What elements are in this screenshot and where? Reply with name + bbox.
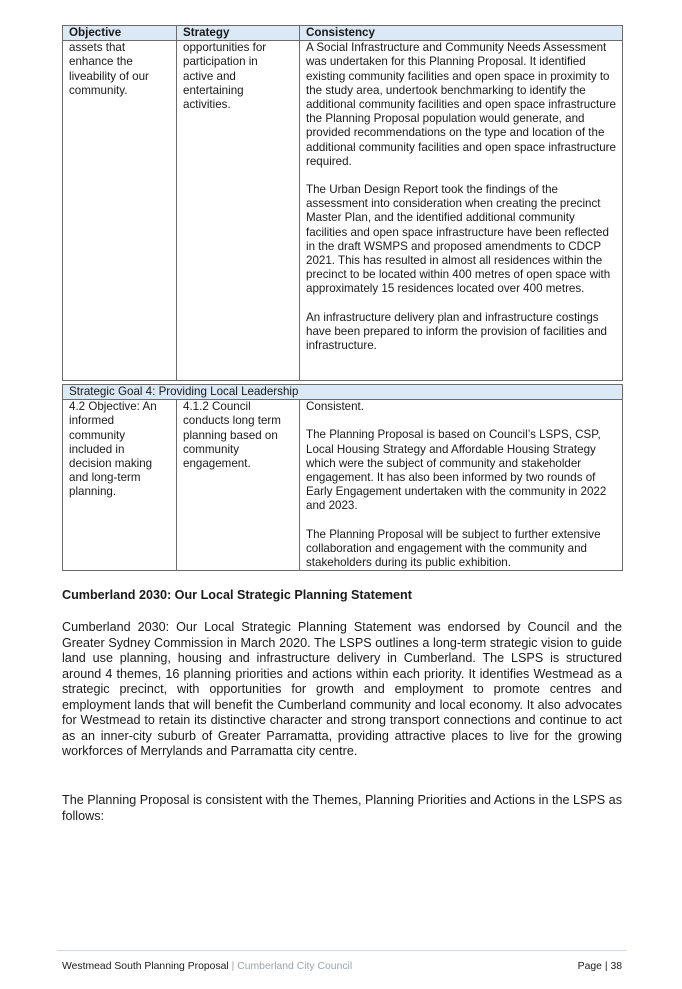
footer-divider [57, 950, 627, 951]
strategy-cell: opportunities for participation in active and entertaining activities. [177, 41, 300, 381]
consistency-paragraph: An infrastructure delivery plan and infrastructure costings have been prepared to inform the provision of facilities and infrastructure. [306, 310, 607, 353]
page-separator: | [604, 961, 608, 972]
consistency-paragraph: A Social Infrastructure and Community Needs Assessment was undertaken for this Planning Proposal. It identified existing community facilities and open space in proximity to the study area, undertook benchmarking to identify the additional community facilities and open space infrastructure the Planning Proposal population would generate, and provided recommendations on the type and location of the additional community facilities and open space infrastructure required. [306, 41, 616, 168]
header-strategy: Strategy [177, 26, 300, 41]
objective-cell: 4.2 Objective: An informed community included in decision making and long-term planning. [63, 400, 177, 571]
footer-document-title [62, 961, 352, 973]
footer-council: Cumberland City Council [237, 961, 353, 972]
page-label: Page [577, 961, 602, 972]
body-paragraph: Cumberland 2030: Our Local Strategic Planning Statement was endorsed by Council and the Greater Sydney Commission in March 2020. The LSPS outlines a long-term strategic vision to guide land use planning, housing and infrastructure delivery in Cumberland. The LSPS is structured around 4 themes, 16 planning priorities and actions within each priority. It identifies Westmead as a strategic precinct, with opportunities for growth and employment to promote centres and employment lands that will benefit the Cumberland community and local economy. It also advocates for Westmead to retain its distinctive character and strong transport connections and continue to act as an inner-city suburb of Greater Parramatta, providing attractive places to live for the growing workforces of Merrylands and Parramatta city centre. [62, 620, 622, 758]
section-heading: Cumberland 2030: Our Local Strategic Planning Statement [62, 588, 412, 602]
table-row [63, 400, 623, 571]
consistency-table-continued [62, 25, 623, 381]
strategic-goal-table [62, 384, 623, 571]
consistency-cell [300, 400, 623, 571]
table-header-row [63, 26, 623, 41]
consistency-cell [300, 41, 623, 381]
strategy-cell: 4.1.2 Council conducts long term planning based on community engagement. [177, 400, 300, 571]
consistency-paragraph: The Planning Proposal will be subject to further extensive collaboration and engagement with the community and stakeholders during its public exhibition. [306, 527, 601, 570]
goal-row [63, 385, 623, 400]
consistency-paragraph: The Planning Proposal is based on Council’s LSPS, CSP, Local Housing Strategy and Affordable Housing Strategy which were the subject of community and stakeholder engagement. It has also been informed by two rounds of Early Engagement undertaken with the community in 2022 and 2023. [306, 428, 607, 513]
objective-cell: assets that enhance the liveability of our community. [63, 41, 177, 381]
header-objective: Objective [63, 26, 177, 41]
page-number-value: 38 [610, 961, 622, 972]
body-paragraph: The Planning Proposal is consistent with the Themes, Planning Priorities and Actions in the LSPS as follows: [62, 793, 622, 823]
footer-separator: | [231, 961, 235, 972]
table-row [63, 41, 623, 381]
goal-title: Strategic Goal 4: Providing Local Leadership [63, 385, 623, 400]
consistency-paragraph: The Urban Design Report took the findings of the assessment into consideration when creating the precinct Master Plan, and the identified additional community facilities and open space infrastructure have been reflected in the draft WSMPS and proposed amendments to CDCP 2021. This has resulted in almost all residences within the precinct to be located within 400 metres of open space with approximately 15 residences located over 400 metres. [306, 183, 611, 296]
page-number [578, 961, 622, 973]
consistency-paragraph: Consistent. [306, 400, 364, 414]
footer-title: Westmead South Planning Proposal [62, 961, 229, 972]
header-consistency: Consistency [300, 26, 623, 41]
